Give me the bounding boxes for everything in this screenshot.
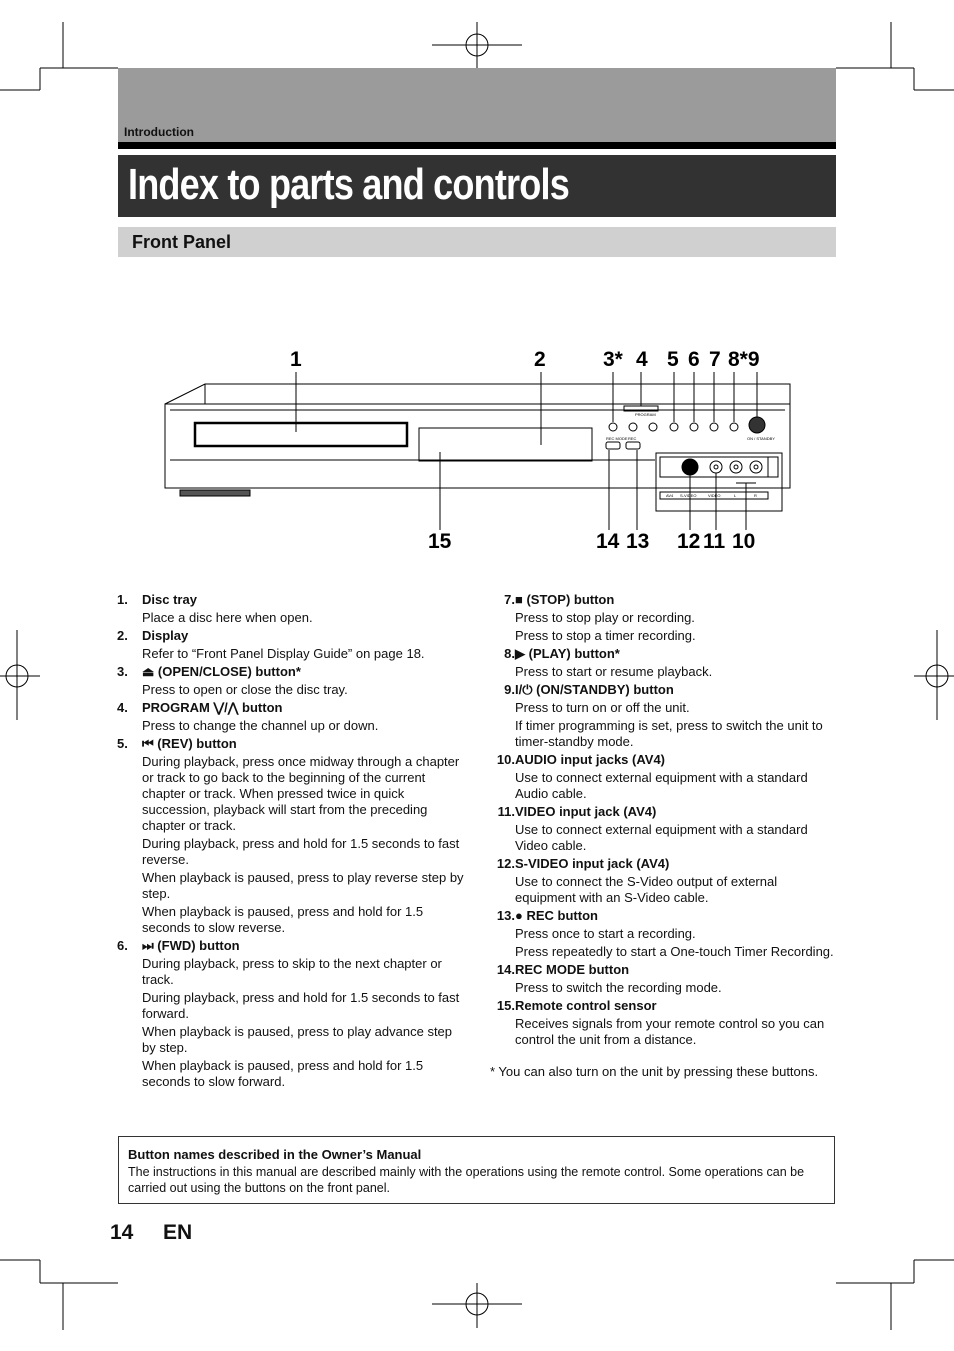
item-heading xyxy=(490,856,835,872)
item-title: Disc tray xyxy=(142,592,197,607)
item-number: 1. xyxy=(117,592,128,607)
label-rec-mode: REC MODE xyxy=(606,436,628,441)
item-heading xyxy=(490,682,835,698)
callout-6: 6 xyxy=(688,348,700,371)
item-heading xyxy=(117,938,467,954)
parts-list-item xyxy=(117,664,467,698)
callout-14: 14 xyxy=(596,530,620,553)
item-number: 9. xyxy=(504,682,515,697)
item-description: Press to turn on or off the unit. xyxy=(515,700,690,715)
item-description: Use to connect external equipment with a standard Audio cable. xyxy=(515,770,808,801)
label-rec: REC xyxy=(628,436,637,441)
parts-list-item xyxy=(490,752,835,802)
callout-4: 4 xyxy=(636,348,648,371)
callout-3: 3* xyxy=(603,348,623,371)
item-description: Press to stop play or recording. xyxy=(515,610,695,625)
parts-list-right xyxy=(490,592,835,1080)
item-heading xyxy=(117,592,467,608)
item-description: Receives signals from your remote control so you can control the unit from a distance. xyxy=(515,1016,825,1047)
item-title: REC MODE button xyxy=(515,962,630,977)
parts-list-item xyxy=(490,856,835,906)
item-description: Press to switch the recording mode. xyxy=(515,980,722,995)
item-heading xyxy=(117,736,467,752)
item-title: ▶ (PLAY) button* xyxy=(515,646,620,661)
label-r: R xyxy=(754,493,757,498)
item-number: 4. xyxy=(117,700,128,715)
item-title: ⏏ (OPEN/CLOSE) button* xyxy=(142,664,301,679)
item-heading xyxy=(490,962,835,978)
item-description: Press once to start a recording. xyxy=(515,926,696,941)
parts-list-item xyxy=(117,592,467,626)
item-heading xyxy=(490,998,835,1014)
item-number: 3. xyxy=(117,664,128,679)
header-band xyxy=(118,68,836,142)
item-number: 10. xyxy=(496,752,515,767)
item-heading xyxy=(490,804,835,820)
callout-10: 10 xyxy=(732,530,756,553)
label-on-standby: ON / STANDBY xyxy=(747,436,775,441)
item-description: Press to open or close the disc tray. xyxy=(142,682,348,697)
item-number: 14. xyxy=(496,962,515,977)
item-title: S-VIDEO input jack (AV4) xyxy=(515,856,670,871)
item-title: I/⏻ (ON/STANDBY) button xyxy=(515,682,674,697)
label-svideo: S-VIDEO xyxy=(680,493,697,498)
callout-13: 13 xyxy=(626,530,650,553)
footnote: * You can also turn on the unit by pressing these buttons. xyxy=(490,1064,819,1079)
item-heading xyxy=(490,908,835,924)
item-number: 13. xyxy=(496,908,515,923)
note-title: Button names described in the Owner’s Manual xyxy=(128,1147,422,1162)
item-heading xyxy=(490,752,835,768)
item-title: PROGRAM ⋁/⋀ button xyxy=(142,700,283,715)
page-language: EN xyxy=(163,1221,193,1244)
item-title: ⏮ (REV) button xyxy=(142,736,237,751)
callout-7: 7 xyxy=(709,348,721,371)
front-panel-diagram xyxy=(150,340,800,565)
item-description: When playback is paused, press and hold for 1.5 seconds to slow forward. xyxy=(142,1058,424,1089)
parts-list-item xyxy=(117,736,467,936)
item-description: Use to connect the S-Video output of external equipment with an S-Video cable. xyxy=(515,874,778,905)
item-number: 15. xyxy=(496,998,515,1013)
header-rule xyxy=(118,142,836,149)
label-video: VIDEO xyxy=(708,493,721,498)
item-description: Press to start or resume playback. xyxy=(515,664,713,679)
parts-list-item xyxy=(490,646,835,680)
item-description: Press repeatedly to start a One-touch Timer Recording. xyxy=(515,944,834,959)
parts-list-item xyxy=(490,908,835,960)
item-description: Press to stop a timer recording. xyxy=(515,628,696,643)
parts-list-item xyxy=(117,700,467,734)
item-number: 11. xyxy=(497,804,515,819)
section-subtitle: Front Panel xyxy=(132,232,232,252)
callout-1: 1 xyxy=(290,348,302,371)
page-number: 14 xyxy=(110,1221,134,1244)
item-number: 12. xyxy=(496,856,515,871)
item-heading xyxy=(117,628,467,644)
item-title: ⏭ (FWD) button xyxy=(142,938,240,953)
parts-list-item xyxy=(490,998,835,1048)
note-body: The instructions in this manual are described mainly with the operations using the remote control. Some operations can be carried out using the buttons on the front panel. xyxy=(128,1165,805,1195)
parts-list-item xyxy=(490,804,835,854)
item-description: If timer programming is set, press to switch the unit to timer-standby mode. xyxy=(515,718,823,749)
parts-list-left xyxy=(117,592,467,1092)
item-heading xyxy=(117,664,467,680)
item-number: 7. xyxy=(504,592,515,607)
item-title: ■ (STOP) button xyxy=(515,592,615,607)
parts-list-item xyxy=(490,682,835,750)
item-title: VIDEO input jack (AV4) xyxy=(515,804,657,819)
item-description: When playback is paused, press to play reverse step by step. xyxy=(142,870,464,901)
callout-8-9: 8*9 xyxy=(728,348,760,371)
label-program: PROGRAM xyxy=(635,412,656,417)
item-description: Place a disc here when open. xyxy=(142,610,313,625)
item-title: ● REC button xyxy=(515,908,598,923)
item-title: Display xyxy=(142,628,189,643)
item-number: 5. xyxy=(117,736,128,751)
item-title: Remote control sensor xyxy=(515,998,657,1013)
callout-12: 12 xyxy=(677,530,701,553)
parts-list-item xyxy=(490,962,835,996)
page-title: Index to parts and controls xyxy=(128,160,569,209)
item-heading xyxy=(490,646,835,662)
item-number: 6. xyxy=(117,938,128,953)
item-description: Use to connect external equipment with a standard Video cable. xyxy=(515,822,808,853)
note-box xyxy=(118,1136,835,1204)
label-av4: AV4 xyxy=(666,493,674,498)
item-description: During playback, press and hold for 1.5 seconds to fast forward. xyxy=(142,990,460,1021)
item-number: 2. xyxy=(117,628,128,643)
parts-list-item xyxy=(117,628,467,662)
label-l: L xyxy=(734,493,737,498)
item-description: Press to change the channel up or down. xyxy=(142,718,379,733)
item-description: Refer to “Front Panel Display Guide” on page 18. xyxy=(142,646,425,661)
callout-5: 5 xyxy=(667,348,679,371)
item-description: When playback is paused, press and hold for 1.5 seconds to slow reverse. xyxy=(142,904,424,935)
item-description: When playback is paused, press to play advance step by step. xyxy=(142,1024,453,1055)
item-description: During playback, press and hold for 1.5 seconds to fast reverse. xyxy=(142,836,460,867)
parts-list-item xyxy=(490,592,835,644)
callout-2: 2 xyxy=(534,348,546,371)
item-description: During playback, press to skip to the next chapter or track. xyxy=(142,956,442,987)
callout-15: 15 xyxy=(428,530,452,553)
item-heading xyxy=(490,592,835,608)
parts-list-item xyxy=(117,938,467,1090)
item-number: 8. xyxy=(504,646,515,661)
item-heading xyxy=(117,700,467,716)
callout-11: 11 xyxy=(703,530,726,553)
section-label: Introduction xyxy=(124,125,194,139)
item-title: AUDIO input jacks (AV4) xyxy=(515,752,666,767)
item-description: During playback, press once midway through a chapter or track to go back to the beginning of the current chapter or track. When pressed twice in quick succession, playback will start from the preceding chapter or track. xyxy=(142,754,460,833)
